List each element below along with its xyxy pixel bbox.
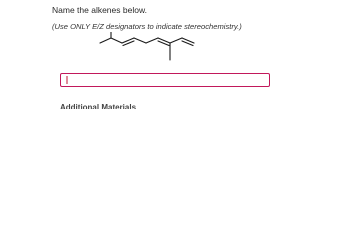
text-cursor — [66, 76, 68, 84]
bond-c7-c8 — [170, 38, 182, 43]
additional-materials-heading: Additional Materials — [60, 103, 137, 109]
bond-c2-c3 — [111, 38, 122, 43]
skeletal-bonds — [100, 32, 194, 60]
bond-c5-c6 — [146, 38, 158, 43]
bond-c1-c2 — [100, 38, 111, 43]
answer-input[interactable] — [60, 73, 270, 87]
alkene-skeletal-structure — [96, 32, 204, 72]
question-prompt: Name the alkenes below. — [52, 5, 147, 15]
bond-c4-c5 — [134, 38, 146, 43]
question-block — [52, 5, 342, 32]
stereochemistry-instruction: (Use ONLY E/Z designators to indicate stereochemistry.) — [52, 22, 242, 31]
